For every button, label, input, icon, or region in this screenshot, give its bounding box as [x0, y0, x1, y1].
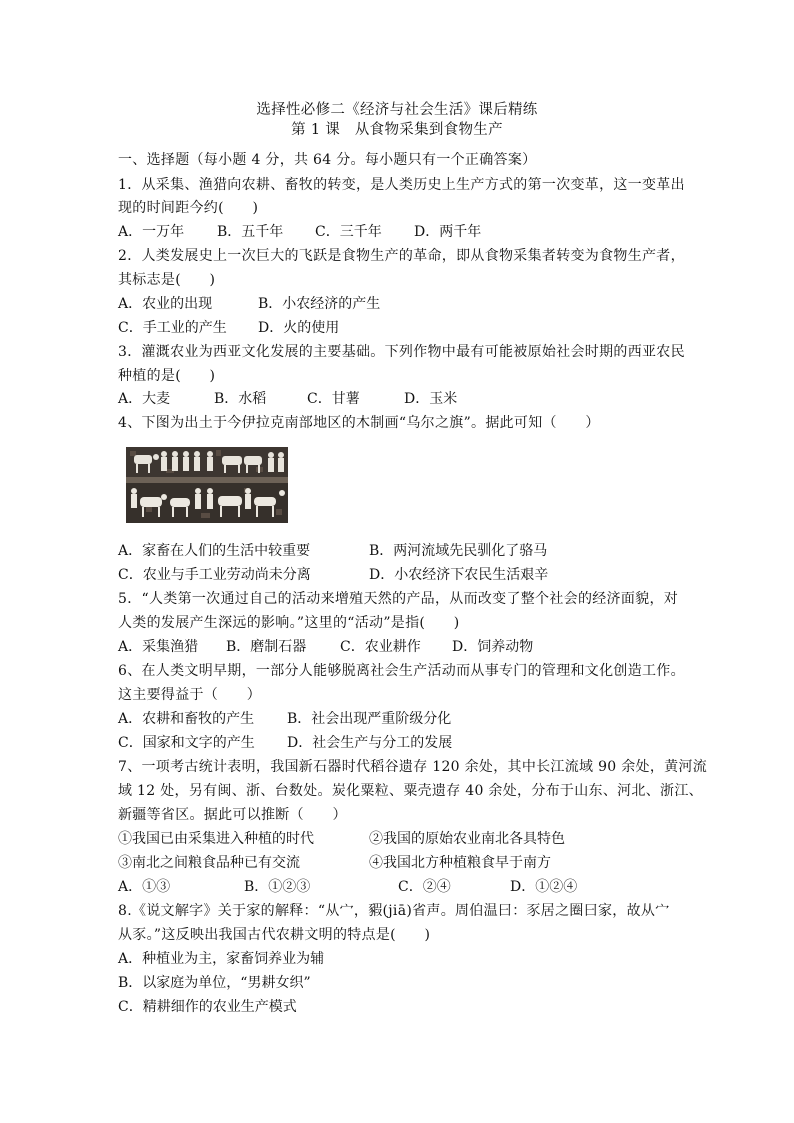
question-8-line-2: 从豕。”这反映出我国古代农耕文明的特点是( ): [118, 927, 431, 943]
question-6-option-d[interactable]: D．社会生产与分工的发展: [287, 735, 453, 751]
question-8-option-b[interactable]: B．以家庭为单位，“男耕女织”: [118, 975, 311, 991]
question-3-option-a[interactable]: A．大麦: [118, 391, 171, 407]
question-8-line-1: 8.《说文解字》关于家的解释：“从宀，豭(jiā)省声。周伯温曰：豕居之圈曰家，故从宀: [118, 903, 670, 919]
question-5-option-c[interactable]: C．农业耕作: [340, 639, 421, 655]
question-7-option-b[interactable]: B．①②③: [244, 879, 311, 895]
question-5-line-2: 人类的发展产生深远的影响。”这里的“活动”是指( ): [118, 615, 460, 631]
ur-standard-illustration: [126, 447, 288, 523]
question-6-option-c[interactable]: C．国家和文字的产生: [118, 735, 255, 751]
question-4-option-a[interactable]: A．家畜在人们的生活中较重要: [118, 543, 311, 559]
question-5-option-d[interactable]: D．饲养动物: [452, 639, 534, 655]
question-3-line-2: 种植的是( ): [118, 368, 216, 384]
question-4-line-1: 4、下图为出土于今伊拉克南部地区的木制画“乌尔之旗”。据此可知（ ）: [118, 415, 600, 431]
question-2-option-b[interactable]: B．小农经济的产生: [258, 296, 381, 312]
question-1-option-d[interactable]: D．两千年: [414, 224, 482, 240]
question-7-statement-4: ④我国北方种植粮食早于南方: [369, 855, 551, 871]
question-1-line-1: 1．从采集、渔猎向农耕、畜牧的转变，是人类历史上生产方式的第一次变革，这一变革出: [118, 177, 685, 193]
question-4-option-b[interactable]: B．两河流域先民驯化了骆马: [369, 543, 548, 559]
question-8-option-a[interactable]: A．种植业为主，家畜饲养业为辅: [118, 951, 325, 967]
page-title: 选择性必修二《经济与社会生活》课后精练: [256, 102, 538, 118]
question-5-line-1: 5．“人类第一次通过自己的活动来增殖天然的产品，从而改变了整个社会的经济面貌，对: [118, 591, 679, 607]
question-1-option-b[interactable]: B．五千年: [217, 224, 284, 240]
ur-standard-painting-image: [126, 447, 288, 523]
lesson-subtitle: 第 1 课 从食物采集到食物生产: [291, 122, 503, 138]
question-7-statement-2: ②我国的原始农业南北各具特色: [369, 831, 565, 847]
question-6-option-a[interactable]: A．农耕和畜牧的产生: [118, 711, 255, 727]
question-3-line-1: 3．灌溉农业为西亚文化发展的主要基础。下列作物中最有可能被原始社会时期的西亚农民: [118, 344, 685, 360]
question-7-line-1: 7、一项考古统计表明，我国新石器时代稻谷遗存 120 余处，其中长江流域 90 余处，黄河流: [118, 759, 708, 775]
question-5-option-b[interactable]: B．磨制石器: [226, 639, 307, 655]
question-4-option-c[interactable]: C．农业与手工业劳动尚未分离: [118, 567, 311, 583]
question-7-line-3: 新疆等省区。据此可以推断（ ）: [118, 807, 347, 823]
question-3-option-d[interactable]: D．玉米: [404, 391, 458, 407]
question-1-option-a[interactable]: A．一万年: [118, 224, 185, 240]
question-3-option-b[interactable]: B．水稻: [214, 391, 267, 407]
question-6-option-b[interactable]: B．社会出现严重阶级分化: [287, 711, 452, 727]
question-8-option-c[interactable]: C．精耕细作的农业生产模式: [118, 999, 297, 1015]
section-heading: 一、选择题（每小题 4 分，共 64 分。每小题只有一个正确答案）: [118, 152, 537, 168]
question-2-option-c[interactable]: C．手工业的产生: [118, 320, 227, 336]
question-7-statement-1: ①我国已由采集进入种植的时代: [118, 831, 314, 847]
question-2-line-2: 其标志是( ): [118, 272, 216, 288]
question-7-option-c[interactable]: C．②④: [398, 879, 451, 895]
question-1-option-c[interactable]: C．三千年: [315, 224, 382, 240]
question-6-line-2: 这主要得益于（ ）: [118, 687, 261, 703]
question-5-option-a[interactable]: A．采集渔猎: [118, 639, 199, 655]
question-2-option-d[interactable]: D．火的使用: [258, 320, 340, 336]
question-1-line-2: 现的时间距今约( ): [118, 200, 259, 216]
question-6-line-1: 6、在人类文明早期，一部分人能够脱离社会生产活动而从事专门的管理和文化创造工作。: [118, 663, 685, 679]
question-2-line-1: 2．人类发展史上一次巨大的飞跃是食物生产的革命，即从食物采集者转变为食物生产者，: [118, 248, 685, 264]
question-7-option-a[interactable]: A．①③: [118, 879, 171, 895]
question-7-line-2: 域 12 处，另有闽、浙、台数处。炭化粟粒、粟壳遗存 40 余处，分布于山东、河北、浙江、: [118, 783, 703, 799]
question-7-statement-3: ③南北之间粮食品种已有交流: [118, 855, 300, 871]
question-2-option-a[interactable]: A．农业的出现: [118, 296, 213, 312]
question-7-option-d[interactable]: D．①②④: [510, 879, 578, 895]
question-4-option-d[interactable]: D．小农经济下农民生活艰辛: [369, 567, 549, 583]
question-3-option-c[interactable]: C．甘薯: [307, 391, 360, 407]
